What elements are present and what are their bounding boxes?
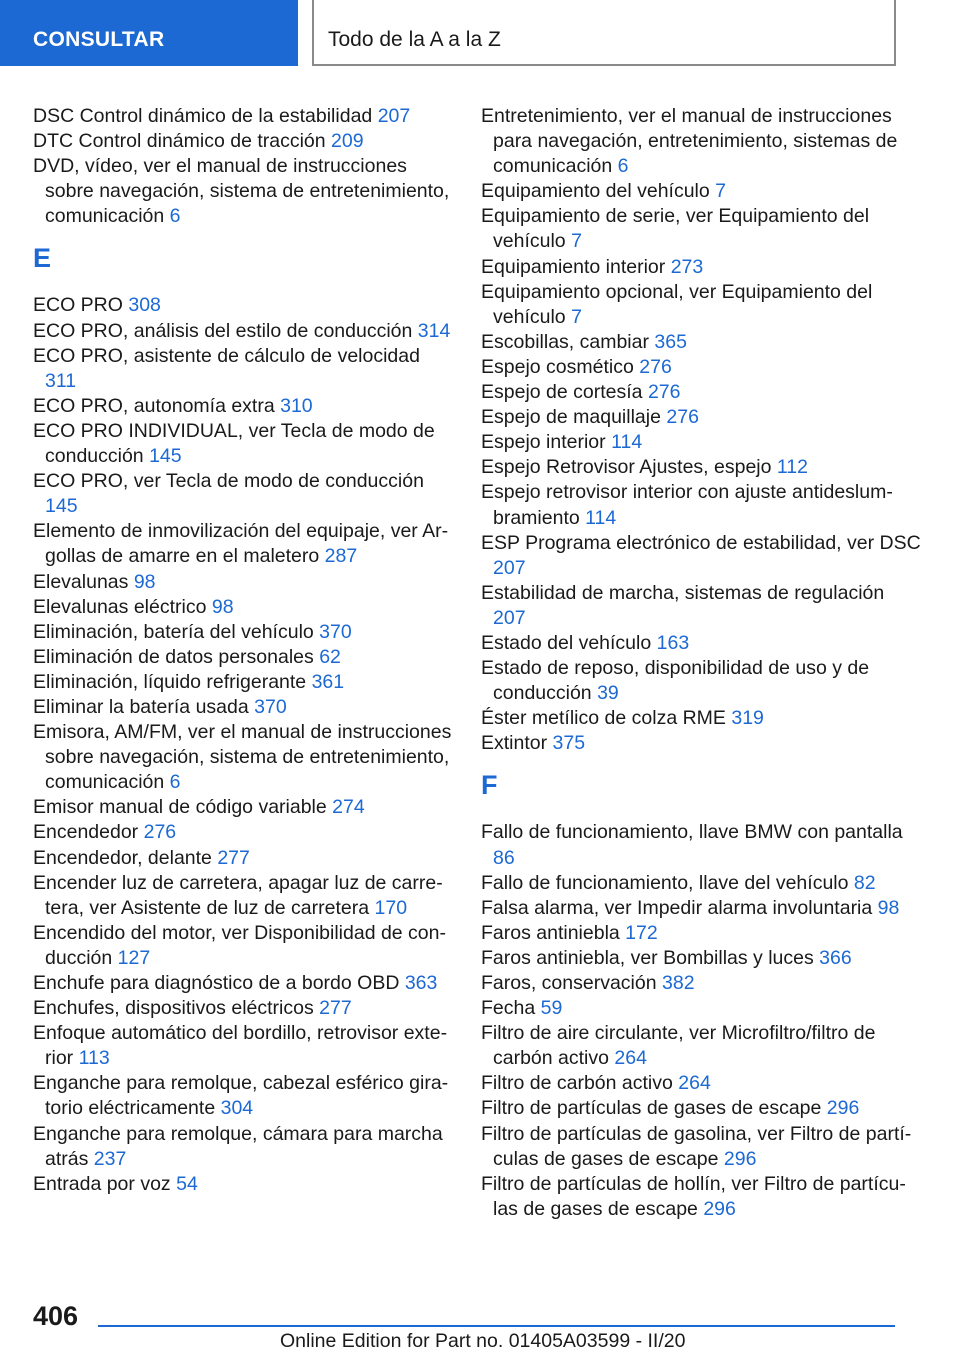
index-page-link[interactable]: 296 — [703, 1197, 736, 1220]
index-entry — [33, 820, 453, 845]
index-page-link[interactable]: 276 — [639, 355, 672, 378]
index-entry-term: Espejo retrovisor interior con ajuste antideslumbramiento — [481, 481, 893, 529]
index-entry-term: Éster metílico de colza RME — [481, 707, 726, 730]
index-page-link[interactable]: 277 — [217, 846, 250, 869]
index-entry — [33, 795, 453, 820]
index-entry — [481, 204, 921, 254]
index-entry — [33, 1021, 453, 1071]
index-entry-term: Elemento de inmovilización del equipaje, ver Argollas de amarre en el maletero — [33, 520, 449, 568]
index-page-link[interactable]: 370 — [319, 620, 352, 643]
index-entry-term: ESP Programa electrónico de estabilidad, ver DSC — [481, 531, 921, 554]
index-page-link[interactable]: 361 — [311, 670, 345, 693]
index-entry-term: Fallo de funcionamiento, llave BMW con pantalla — [481, 821, 903, 844]
index-page-link[interactable]: 237 — [93, 1147, 127, 1170]
index-entry — [481, 581, 921, 631]
index-page-link[interactable]: 209 — [331, 130, 364, 153]
index-entry — [33, 645, 453, 670]
index-page-link[interactable]: 287 — [324, 545, 358, 568]
index-page-link[interactable]: 54 — [176, 1172, 198, 1195]
index-entry-term: Elevalunas eléctrico — [33, 595, 207, 618]
index-entry-term: ECO PRO INDIVIDUAL, ver Tecla de modo de conducción — [33, 419, 435, 468]
index-page-link[interactable]: 6 — [169, 771, 181, 794]
index-entry — [481, 1096, 921, 1121]
index-entry-term: Eliminación, batería del vehículo — [33, 620, 314, 643]
index-entry-term: Elevalunas — [33, 570, 129, 593]
index-entry — [481, 971, 921, 996]
index-entry-term: ECO PRO, asistente de cálculo de velocidad — [33, 344, 420, 367]
page-header — [0, 0, 960, 66]
index-entry-term: Extintor — [481, 732, 548, 755]
index-entry-term: Eliminación de datos personales — [33, 645, 314, 668]
index-page-link[interactable]: 112 — [776, 456, 808, 479]
index-entry — [33, 595, 453, 620]
index-page-link[interactable]: 277 — [319, 997, 352, 1020]
index-entry — [481, 1021, 921, 1071]
index-page-link[interactable]: 276 — [666, 406, 699, 429]
index-entry-term: DTC Control dinámico de tracción — [33, 130, 326, 153]
index-entry — [481, 480, 921, 530]
index-entry-term: Fecha — [481, 997, 536, 1020]
index-page-link[interactable]: 296 — [723, 1147, 757, 1170]
index-entry-term: Enganche para remolque, cabezal esférico giratorio eléctricamente — [33, 1072, 449, 1120]
index-page-link[interactable]: 264 — [678, 1072, 711, 1095]
index-entry-term: Entretenimiento, ver el manual de instrucciones para navegación, entretenimiento, sistemas de comunicación — [481, 105, 898, 178]
index-entry-term: Equipamiento interior — [481, 255, 666, 278]
index-page-link[interactable]: 62 — [319, 645, 341, 668]
index-page-link[interactable]: 363 — [404, 972, 438, 994]
index-page-link[interactable]: 145 — [45, 495, 78, 518]
index-page-link[interactable]: 310 — [280, 394, 313, 417]
footer-divider — [98, 1325, 895, 1327]
index-letter-heading: E — [33, 243, 52, 274]
index-entry-term: Encendedor — [33, 821, 139, 844]
index-page-link[interactable]: 382 — [662, 972, 695, 994]
index-entry-term: Filtro de carbón activo — [481, 1072, 673, 1095]
index-entry — [33, 344, 453, 394]
index-entry — [33, 394, 453, 419]
index-entry — [33, 996, 453, 1021]
index-entry-term: Estado de reposo, disponibilidad de uso y de conducción — [481, 657, 870, 705]
index-entry-term: Faros antiniebla — [481, 921, 620, 944]
index-page-link[interactable]: 39 — [597, 682, 619, 705]
index-entry — [481, 1122, 921, 1172]
index-page-link[interactable]: 163 — [656, 631, 690, 654]
index-page-link[interactable]: 127 — [117, 946, 151, 969]
index-entry-term: Equipamiento del vehículo — [481, 180, 710, 203]
index-page-link[interactable]: 6 — [169, 205, 181, 228]
index-entry — [33, 846, 453, 871]
index-entry — [33, 519, 453, 569]
index-entry-term: Filtro de partículas de gasolina, ver Filtro de partículas de gases de escape — [481, 1122, 912, 1170]
index-entry — [33, 921, 453, 971]
index-entry-term: Enchufe para diagnóstico de a bordo OBD — [33, 972, 400, 994]
index-column-left — [33, 104, 453, 1197]
index-entry-term: Encendedor, delante — [33, 846, 212, 869]
index-page-link[interactable]: 59 — [540, 997, 563, 1020]
index-entry-term: Emisor manual de código variable — [33, 796, 327, 819]
index-entry-term: DVD, vídeo, ver el manual de instrucciones sobre navegación, sistema de entretenimiento, comunicación — [33, 155, 450, 228]
index-entry-term: Espejo interior — [481, 431, 606, 454]
index-page-link[interactable]: 207 — [377, 105, 411, 127]
index-entry — [481, 405, 921, 430]
index-entry-term: Espejo de maquillaje — [481, 406, 661, 429]
index-entry-term: Estado del vehículo — [481, 631, 652, 654]
index-page-link[interactable]: 207 — [493, 606, 526, 629]
index-page-link[interactable]: 276 — [647, 381, 681, 404]
index-page-link[interactable]: 7 — [571, 230, 582, 253]
index-entry — [481, 706, 921, 731]
index-entry-term: Emisora, AM/FM, ver el manual de instrucciones sobre navegación, sistema de entretenimiento, comunicación — [33, 721, 452, 794]
index-entry — [33, 319, 453, 344]
index-entry — [481, 280, 921, 330]
index-entry-term: Faros antiniebla, ver Bombillas y luces — [481, 946, 814, 969]
index-entry — [481, 531, 921, 581]
edition-footer: Online Edition for Part no. 01405A03599 - II/20 — [280, 1330, 686, 1352]
index-page-link[interactable]: 207 — [493, 556, 526, 579]
index-entry-term: ECO PRO, ver Tecla de modo de conducción — [33, 470, 424, 493]
index-entry-term: Enchufes, dispositivos eléctricos — [33, 997, 314, 1020]
index-entry — [481, 731, 921, 756]
index-entry — [33, 1071, 453, 1121]
index-entry-term: Espejo de cortesía — [481, 381, 643, 404]
index-page-link[interactable]: 308 — [128, 294, 161, 317]
index-entry — [33, 570, 453, 595]
index-entry-term: Falsa alarma, ver Impedir alarma involuntaria — [481, 896, 873, 919]
index-entry — [33, 1122, 453, 1172]
index-entry — [33, 695, 453, 720]
index-entry — [481, 455, 921, 480]
index-entry-term: DSC Control dinámico de la estabilidad — [33, 105, 373, 127]
index-entry-term: Equipamiento opcional, ver Equipamiento del vehículo — [481, 280, 873, 328]
index-entry — [33, 154, 453, 229]
index-entry — [481, 1172, 921, 1222]
index-letter-heading: F — [481, 770, 498, 801]
index-entry — [481, 946, 921, 971]
index-entry — [481, 255, 921, 280]
index-entry-term: Espejo Retrovisor Ajustes, espejo — [481, 456, 772, 479]
index-page-link[interactable]: 375 — [552, 732, 586, 755]
index-entry — [481, 996, 921, 1021]
index-entry — [33, 104, 453, 129]
index-entry — [33, 419, 453, 469]
index-page-link[interactable]: 98 — [211, 595, 234, 618]
index-entry-term: Eliminar la batería usada — [33, 695, 249, 718]
index-page-link[interactable]: 7 — [715, 180, 727, 203]
index-entry-term: Filtro de aire circulante, ver Microfiltro/filtro de carbón activo — [481, 1022, 876, 1070]
index-entry — [33, 971, 453, 996]
index-entry-term: Espejo cosmético — [481, 355, 634, 378]
index-entry-term: Estabilidad de marcha, sistemas de regulación — [481, 581, 885, 604]
index-entry — [33, 1172, 453, 1197]
index-entry-term: ECO PRO, análisis del estilo de conducción — [33, 319, 413, 342]
index-page-link[interactable]: 98 — [133, 570, 156, 593]
index-page-link[interactable]: 370 — [254, 695, 287, 718]
index-entry-term: Equipamiento de serie, ver Equipamiento del vehículo — [481, 205, 870, 253]
index-entry — [481, 631, 921, 656]
index-entry — [33, 129, 453, 154]
index-entry — [481, 380, 921, 405]
index-entry — [481, 921, 921, 946]
index-entry-term: Faros, conservación — [481, 972, 657, 994]
index-page-link[interactable]: 264 — [614, 1047, 647, 1070]
index-page-link[interactable]: 98 — [877, 896, 900, 919]
page-number: 406 — [33, 1301, 79, 1331]
index-page-link[interactable]: 113 — [78, 1047, 110, 1070]
index-page-link[interactable]: 304 — [220, 1097, 254, 1120]
index-entry — [33, 469, 453, 519]
index-page-link[interactable]: 314 — [417, 319, 451, 342]
index-page-link[interactable]: 7 — [571, 305, 582, 328]
index-entry-term: Filtro de partículas de gases de escape — [481, 1097, 822, 1120]
index-entry — [481, 871, 921, 896]
index-entry — [481, 330, 921, 355]
index-page-link[interactable]: 276 — [143, 821, 177, 844]
index-page-link[interactable]: 170 — [374, 896, 408, 919]
index-entry-term: Eliminación, líquido refrigerante — [33, 670, 307, 693]
index-entry — [481, 1071, 921, 1096]
index-entry-term: Enganche para remolque, cámara para marcha atrás — [33, 1122, 443, 1170]
chapter-title: Todo de la A a la Z — [312, 0, 896, 66]
index-entry-term: Enfoque automático del bordillo, retrovisor exterior — [33, 1022, 448, 1070]
index-entry-term: Escobillas, cambiar — [481, 330, 649, 353]
index-page-link[interactable]: 114 — [611, 431, 643, 454]
index-page-link[interactable]: 365 — [654, 330, 687, 353]
index-page-link[interactable]: 86 — [493, 846, 515, 869]
index-page-link[interactable]: 319 — [731, 707, 764, 730]
index-page-link[interactable]: 114 — [585, 506, 617, 529]
index-entry — [481, 820, 921, 870]
index-entry-term: Fallo de funcionamiento, llave del vehículo — [481, 871, 849, 894]
index-page-link[interactable]: 6 — [617, 155, 629, 178]
index-entry — [33, 293, 453, 318]
index-entry — [481, 179, 921, 204]
index-entry — [33, 871, 453, 921]
index-entry-term: Encender luz de carretera, apagar luz de carretera, ver Asistente de luz de carretera — [33, 871, 443, 919]
index-entry-term: Encendido del motor, ver Disponibilidad de conducción — [33, 921, 447, 969]
index-entry-term: ECO PRO — [33, 294, 123, 317]
index-entry — [481, 104, 921, 179]
index-page-link[interactable]: 172 — [625, 921, 658, 944]
index-column-right — [481, 104, 921, 1222]
index-entry-term: ECO PRO, autonomía extra — [33, 394, 275, 417]
index-page-link[interactable]: 274 — [332, 796, 365, 819]
index-entry-term: Filtro de partículas de hollín, ver Filtro de partículas de gases de escape — [481, 1172, 906, 1220]
index-page-link[interactable]: 311 — [45, 369, 77, 392]
index-page-link[interactable]: 366 — [819, 946, 852, 969]
index-entry — [33, 620, 453, 645]
index-entry — [481, 896, 921, 921]
index-page-link[interactable]: 296 — [826, 1097, 860, 1120]
index-entry — [33, 720, 453, 795]
index-entry-term: Entrada por voz — [33, 1172, 171, 1195]
index-entry — [33, 670, 453, 695]
index-entry — [481, 355, 921, 380]
index-entry — [481, 430, 921, 455]
index-page-link[interactable]: 82 — [853, 871, 876, 894]
index-page-link[interactable]: 145 — [149, 445, 182, 468]
index-entry — [481, 656, 921, 706]
section-tab-consultar[interactable]: CONSULTAR — [0, 0, 298, 66]
index-page-link[interactable]: 273 — [670, 255, 704, 278]
